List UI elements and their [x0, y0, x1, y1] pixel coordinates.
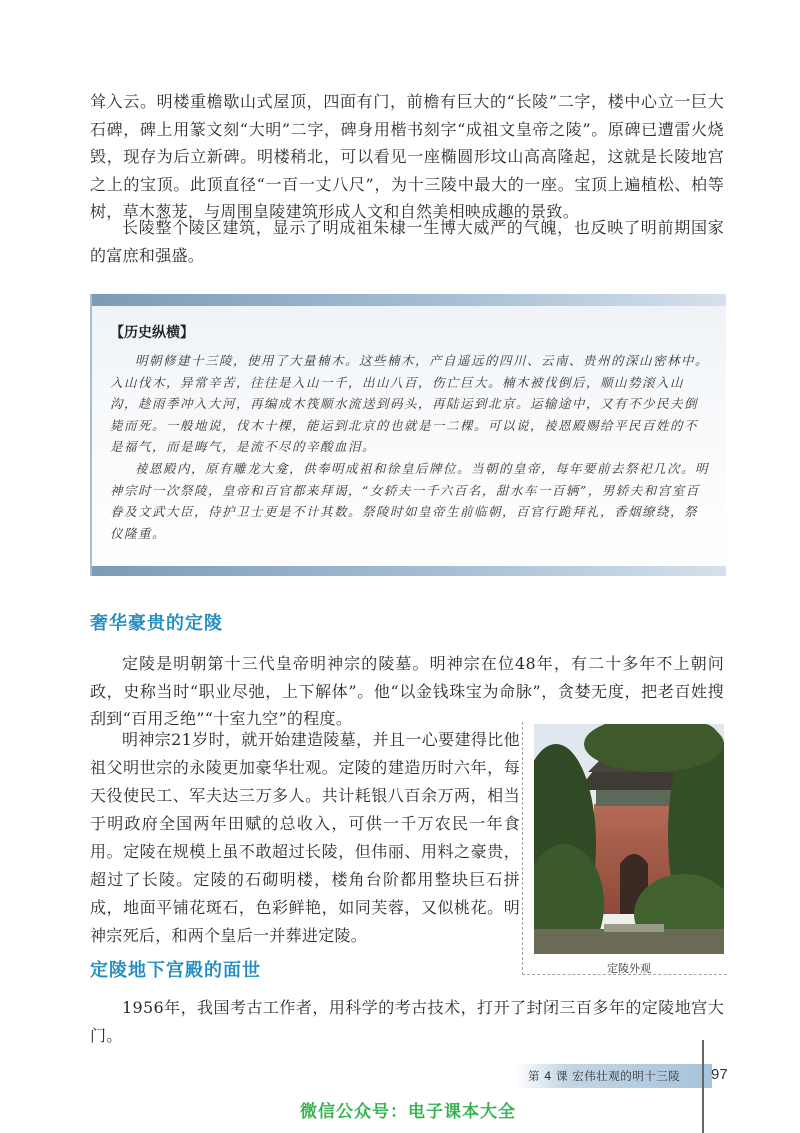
sidebar-paragraph-1: 明朝修建十三陵，使用了大量楠木。这些楠木，产自遥远的四川、云南、贵州的深山密林中。入山伐木，异常辛苦，往往是入山一千，出山八百，伤亡巨大。楠木被伐倒后，顺山势滚入山沟，趁雨季冲入大河，再编成木筏顺水流送到码头，再陆运到北京。运输途中，又有不少民夫倒毙而死。一般地说，伐木十棵，能运到北京的也就是一二棵。可以说，祾恩殿赐给平民百姓的不是福气，而是晦气，是流不尽的辛酸血泪。	[110, 353, 710, 454]
footer-divider	[702, 1040, 704, 1133]
footer-lesson-title: 第 4 课 宏伟壮观的明十三陵	[528, 1069, 681, 1083]
page-number: 97	[711, 1066, 728, 1083]
dingling-paragraph-2: 明神宗21岁时，就开始建造陵墓，并且一心要建得比他祖父明世宗的永陵更加豪华壮观。定陵的建造历时六年，每天役使民工、军夫达三万多人。共计耗银八百余万两，相当于明政府全国两年田赋的总收入，可供一千万农民一年食用。定陵在规模上虽不敢超过长陵，但伟丽、用料之豪贵，超过了长陵。定陵的石砌明楼，楼角台阶都用整块巨石拼成，地面平铺花斑石，色彩鲜艳，如同芙蓉，又似桃花。明神宗死后，和两个皇后一并葬进定陵。	[90, 730, 520, 945]
dingling-exterior-photo	[534, 724, 724, 954]
sidebar-top-bar	[92, 294, 726, 306]
body-paragraph-2: 长陵整个陵区建筑，显示了明成祖朱棣一生博大威严的气魄，也反映了明前期国家的富庶和强盛。	[90, 218, 724, 265]
section-title-dingling: 奢华豪贵的定陵	[90, 613, 223, 634]
sidebar-paragraph-2: 祾恩殿内，原有雕龙大龛，供奉明成祖和徐皇后牌位。当朝的皇帝，每年要前去祭祀几次。明神宗时一次祭陵，皇帝和百官都来拜谒，“女轿夫一千六百名，甜水车一百辆”，男轿夫和宫室百眷及文武大臣，侍护卫士更是不计其数。祭陵时如皇帝生前临朝，百官行跪拜礼，香烟缭绕，祭仪隆重。	[110, 461, 710, 541]
underground-palace-paragraph: 1956年，我国考古工作者，用科学的考古技术，打开了封闭三百多年的定陵地宫大门。	[90, 998, 724, 1045]
body-paragraph-1: 耸入云。明楼重檐歇山式屋顶，四面有门，前檐有巨大的“长陵”二字，楼中心立一巨大石碑，碑上用篆文刻“大明”二字，碑身用楷书刻字“成祖文皇帝之陵”。原碑已遭雷火烧毁，现存为后立新碑。明楼稍北，可以看见一座椭圆形坟山高高隆起，这就是长陵地宫之上的宝顶。此顶直径“一百一丈八尺”，为十三陵中最大的一座。宝顶上遍植松、柏等树，草木葱茏，与周围皇陵建筑形成人文和自然美相映成趣的景致。	[90, 92, 724, 221]
dingling-paragraph-1: 定陵是明朝第十三代皇帝明神宗的陵墓。明神宗在位48年，有二十多年不上朝问政，史称当时“职业尽弛，上下解体”。他“以金钱珠宝为命脉”，贪婪无度，把老百姓搜刮到“百用乏绝”“十室九空”的程度。	[90, 654, 724, 728]
watermark-text: 微信公众号：电子课本大全	[300, 1102, 516, 1122]
sidebar-title: 【历史纵横】	[110, 325, 194, 341]
history-sidebar-box	[90, 294, 726, 576]
section-title-underground-palace: 定陵地下宫殿的面世	[90, 960, 261, 981]
photo-caption: 定陵外观	[607, 962, 651, 975]
sidebar-bottom-bar	[92, 566, 726, 576]
